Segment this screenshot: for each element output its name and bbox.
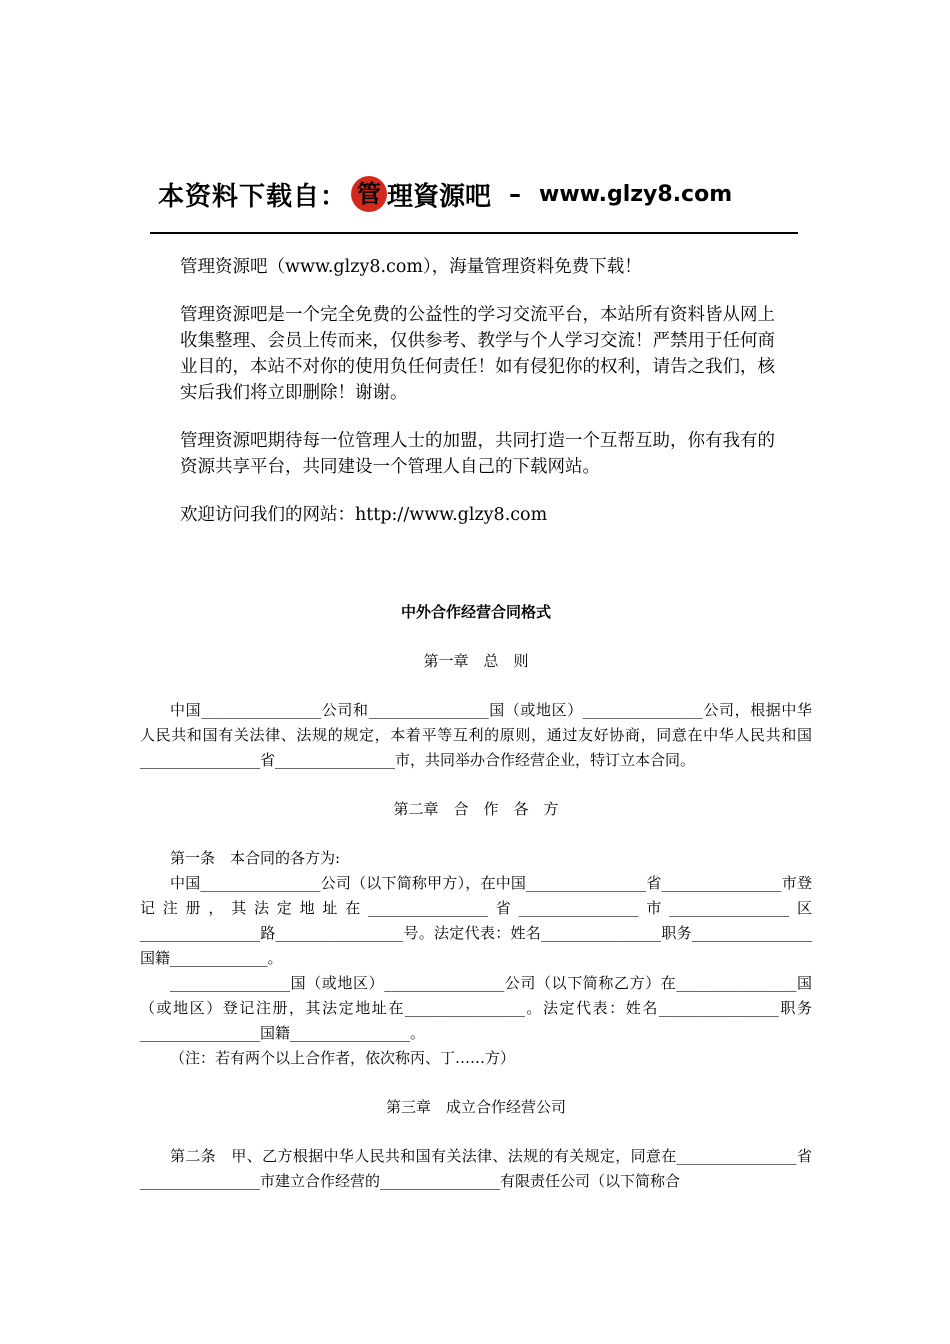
banner-divider (150, 232, 798, 234)
banner-site-name: 理資源吧 (387, 181, 492, 212)
chapter-heading: 第二章 合 作 各 方 (393, 800, 559, 818)
article1-party-a: 中国________________公司（以下简称甲方），在中国________________省________________市登记注册，其法定地址在________________省________________市________________区________________路_________________号。法定代表：姓名________________职务________________国籍_____________。 (140, 874, 812, 967)
chapter1-paragraph: 中国________________公司和________________国（或地区）________________公司，根据中华人民共和国有关法律、法规的规定，本着平等互利的原则，通过友好协商，同意在中华人民共和国________________省________________市，共同举办合作经营企业，特订立本合同。 (140, 701, 812, 769)
banner-url[interactable]: www.glzy8.com (539, 181, 733, 207)
article1-note: （注：若有两个以上合作者，依次称丙、丁……方） (170, 1049, 516, 1067)
intro-invitation: 管理资源吧期待每一位管理人士的加盟，共同打造一个互帮互助，你有我有的资源共享平台，共同建设一个管理人自己的下载网站。 (180, 431, 775, 477)
site-logo-icon: 管 (351, 176, 387, 212)
banner-prefix: 本资料下载自： (158, 181, 348, 212)
chapter-heading: 第三章 成立合作经营公司 (385, 1098, 566, 1116)
chapter-heading: 第一章 总 则 (423, 652, 529, 670)
site-intro (180, 254, 780, 550)
intro-disclaimer: 管理资源吧是一个完全免费的公益性的学习交流平台，本站所有资料皆从网上收集整理、会员上传而来，仅供参考、教学与个人学习交流！严禁用于任何商业目的，本站不对你的使用负任何责任！如有侵犯你的权利，请告之我们，核实后我们将立即删除！谢谢。 (180, 305, 775, 403)
intro-line: 管理资源吧（www.glzy8.com），海量管理资料免费下载！ (180, 257, 642, 277)
article1-intro: 第一条 本合同的各方为: (170, 849, 341, 867)
banner-separator: – (509, 180, 522, 208)
download-banner (158, 172, 778, 216)
contract-body (140, 600, 812, 1218)
article2-paragraph: 第二条 甲、乙方根据中华人民共和国有关法律、法规的有关规定，同意在________________省________________市建立合作经营的________________有限责任公司（以下简称合 (140, 1147, 812, 1190)
article1-party-b: ________________国（或地区）________________公司（以下简称乙方）在________________国（或地区）登记注册，其法定地址在________________。法定代表：姓名________________职务________________国籍________________。 (140, 974, 812, 1042)
intro-welcome-link[interactable]: 欢迎访问我们的网站：http://www.glzy8.com (180, 505, 548, 525)
contract-title: 中外合作经营合同格式 (400, 603, 551, 621)
